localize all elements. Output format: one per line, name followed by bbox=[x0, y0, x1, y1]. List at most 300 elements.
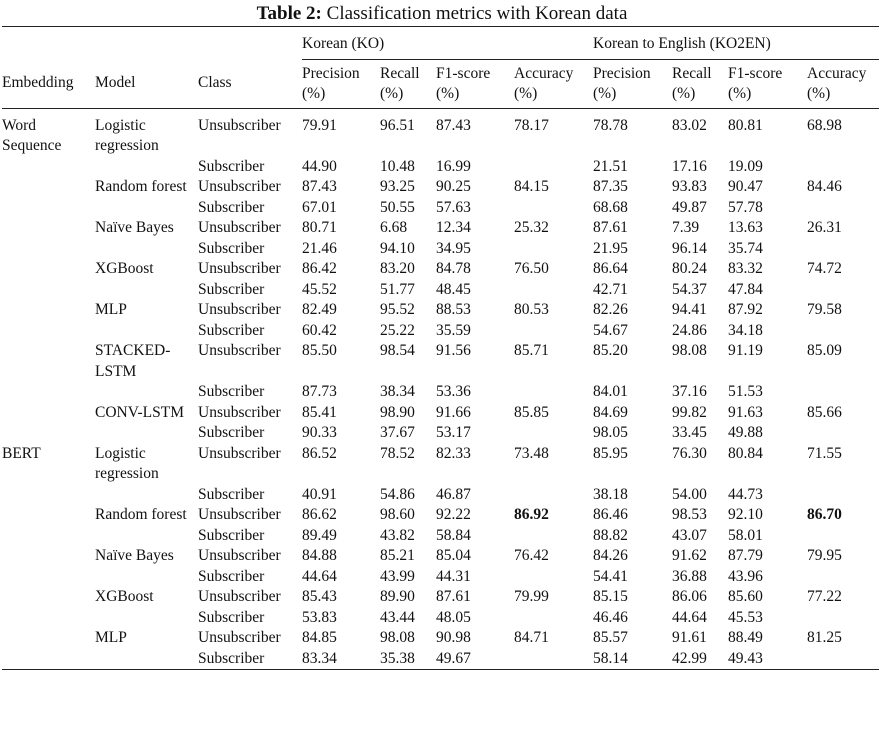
class-cell: Subscriber bbox=[198, 280, 265, 298]
ko-value-cell: 25.22 bbox=[380, 321, 415, 339]
model-cell bbox=[95, 321, 198, 342]
model-cell bbox=[95, 567, 198, 588]
ko-value-cell: 79.91 bbox=[302, 116, 337, 134]
metric-unit: (%) bbox=[436, 84, 460, 102]
ko2en-value-cell: 85.60 bbox=[728, 588, 763, 605]
ko-value-cell: 50.55 bbox=[380, 198, 415, 216]
col-header-metric bbox=[436, 59, 514, 108]
table-caption-text: Classification metrics with Korean data bbox=[326, 3, 628, 24]
table-row bbox=[2, 628, 879, 649]
ko-value-cell bbox=[514, 567, 593, 588]
table-row bbox=[2, 526, 879, 547]
ko-value-cell: 84.85 bbox=[302, 629, 337, 646]
ko-value-cell: 82.33 bbox=[436, 444, 471, 462]
col-header-metric bbox=[593, 59, 672, 108]
ko2en-value-cell: 33.45 bbox=[672, 424, 707, 441]
model-cell bbox=[95, 423, 198, 444]
ko-value-cell: 84.15 bbox=[514, 178, 549, 195]
embedding-cell bbox=[2, 300, 95, 321]
ko-value-cell: 73.48 bbox=[514, 444, 549, 462]
table-row bbox=[2, 239, 879, 260]
ko-value-cell: 67.01 bbox=[302, 198, 337, 216]
ko-value-cell: 86.52 bbox=[302, 444, 337, 462]
ko2en-value-cell: 13.63 bbox=[728, 219, 763, 236]
table-row bbox=[2, 608, 879, 629]
class-cell: Subscriber bbox=[198, 567, 265, 585]
ko2en-value-cell: 90.47 bbox=[728, 178, 763, 195]
ko-value-cell: 85.50 bbox=[302, 342, 337, 359]
ko-value-cell: 43.44 bbox=[380, 608, 415, 626]
ko2en-value-cell: 57.78 bbox=[728, 198, 763, 216]
ko2en-value-cell bbox=[807, 649, 879, 670]
embedding-cell bbox=[2, 280, 95, 301]
ko2en-value-cell: 44.73 bbox=[728, 485, 763, 503]
table-row bbox=[2, 259, 879, 280]
ko2en-value-cell: 49.88 bbox=[728, 424, 763, 441]
class-cell: Unsubscriber bbox=[198, 629, 281, 646]
ko-value-cell: 89.49 bbox=[302, 526, 337, 544]
col-header-metric bbox=[672, 59, 728, 108]
ko-value-cell: 43.82 bbox=[380, 526, 415, 544]
metric-name: Recall bbox=[380, 64, 420, 82]
ko2en-value-cell: 87.35 bbox=[593, 178, 628, 195]
ko2en-value-cell: 83.02 bbox=[672, 116, 707, 134]
model-cell bbox=[95, 198, 198, 219]
embedding-cell bbox=[2, 177, 95, 198]
ko2en-value-cell: 46.46 bbox=[593, 608, 628, 626]
ko2en-value-cell: 92.10 bbox=[728, 506, 763, 523]
ko-value-cell bbox=[514, 280, 593, 301]
table-row bbox=[2, 321, 879, 342]
ko-value-cell: 90.33 bbox=[302, 424, 337, 441]
ko2en-value-cell: 86.06 bbox=[672, 588, 707, 605]
ko-value-cell: 87.61 bbox=[436, 588, 471, 605]
ko2en-value-cell: 21.51 bbox=[593, 157, 628, 175]
ko-value-cell: 84.71 bbox=[514, 629, 549, 646]
metric-name: F1-score bbox=[728, 64, 783, 82]
ko2en-value-cell: 42.71 bbox=[593, 280, 628, 298]
ko2en-value-cell: 47.84 bbox=[728, 280, 763, 298]
col-header-metric bbox=[728, 59, 807, 108]
col-header-metric bbox=[807, 59, 879, 108]
class-cell: Subscriber bbox=[198, 383, 265, 400]
class-cell: Unsubscriber bbox=[198, 547, 281, 564]
ko2en-value-cell: 84.01 bbox=[593, 383, 628, 400]
ko-value-cell: 85.71 bbox=[514, 342, 549, 359]
table-row bbox=[2, 587, 879, 608]
metric-name: Recall bbox=[672, 64, 712, 82]
table-row bbox=[2, 546, 879, 567]
class-cell: Unsubscriber bbox=[198, 588, 281, 605]
table-row bbox=[2, 280, 879, 301]
ko2en-value-cell: 44.64 bbox=[672, 608, 707, 626]
ko2en-value-cell: 71.55 bbox=[807, 444, 842, 462]
ko2en-value-cell: 74.72 bbox=[807, 260, 842, 277]
ko2en-value-cell: 85.20 bbox=[593, 342, 628, 359]
model-cell bbox=[95, 649, 198, 670]
ko2en-value-cell: 7.39 bbox=[672, 219, 700, 236]
ko2en-value-cell: 82.26 bbox=[593, 301, 628, 318]
table-row bbox=[2, 108, 879, 157]
ko-value-cell bbox=[514, 526, 593, 547]
ko2en-value-cell: 80.24 bbox=[672, 260, 707, 277]
ko2en-value-cell: 86.70 bbox=[807, 506, 842, 523]
ko2en-value-cell bbox=[807, 526, 879, 547]
ko-value-cell: 78.52 bbox=[380, 444, 415, 462]
ko2en-value-cell: 51.53 bbox=[728, 383, 763, 400]
ko-value-cell: 53.17 bbox=[436, 424, 471, 441]
embedding-cell bbox=[2, 546, 95, 567]
embedding-cell bbox=[2, 608, 95, 629]
ko2en-value-cell: 91.19 bbox=[728, 342, 763, 359]
ko-value-cell: 6.68 bbox=[380, 219, 408, 236]
embedding-cell bbox=[2, 628, 95, 649]
class-cell: Subscriber bbox=[198, 321, 265, 339]
class-cell: Subscriber bbox=[198, 608, 265, 626]
embedding-cell bbox=[2, 198, 95, 219]
ko-value-cell: 48.45 bbox=[436, 280, 471, 298]
ko2en-value-cell: 84.46 bbox=[807, 178, 842, 195]
embedding-cell bbox=[2, 567, 95, 588]
metric-unit: (%) bbox=[728, 84, 752, 102]
ko-value-cell: 90.25 bbox=[436, 178, 471, 195]
ko-value-cell: 91.66 bbox=[436, 403, 471, 421]
metric-unit: (%) bbox=[302, 84, 326, 102]
ko-value-cell: 93.25 bbox=[380, 178, 415, 195]
ko-value-cell: 43.99 bbox=[380, 567, 415, 585]
table-row bbox=[2, 300, 879, 321]
ko-value-cell: 86.92 bbox=[514, 506, 549, 523]
table-row bbox=[2, 505, 879, 526]
ko-value-cell: 89.90 bbox=[380, 588, 415, 605]
ko-value-cell: 88.53 bbox=[436, 301, 471, 318]
model-cell: Random forest bbox=[95, 506, 187, 523]
ko-value-cell: 53.83 bbox=[302, 608, 337, 626]
ko-value-cell: 94.10 bbox=[380, 239, 415, 257]
ko-value-cell: 85.04 bbox=[436, 547, 471, 564]
ko-value-cell: 76.50 bbox=[514, 260, 549, 277]
ko-value-cell: 35.38 bbox=[380, 649, 415, 667]
table-row bbox=[2, 198, 879, 219]
ko2en-value-cell: 54.00 bbox=[672, 485, 707, 503]
ko2en-value-cell: 87.92 bbox=[728, 301, 763, 318]
ko-value-cell bbox=[514, 485, 593, 506]
ko-value-cell: 98.60 bbox=[380, 506, 415, 523]
ko2en-value-cell: 84.69 bbox=[593, 403, 628, 421]
ko-value-cell: 46.87 bbox=[436, 485, 471, 503]
ko-value-cell bbox=[514, 382, 593, 403]
model-cell: Naïve Bayes bbox=[95, 219, 174, 236]
class-cell: Unsubscriber bbox=[198, 178, 281, 195]
table-row bbox=[2, 382, 879, 403]
ko2en-value-cell: 84.26 bbox=[593, 547, 628, 564]
ko2en-value-cell bbox=[807, 608, 879, 629]
ko-value-cell: 78.17 bbox=[514, 116, 549, 134]
ko2en-value-cell: 34.18 bbox=[728, 321, 763, 339]
ko-value-cell bbox=[514, 157, 593, 178]
ko2en-value-cell bbox=[807, 423, 879, 444]
ko-value-cell: 92.22 bbox=[436, 506, 471, 523]
class-cell: Unsubscriber bbox=[198, 116, 281, 134]
ko-value-cell: 86.62 bbox=[302, 506, 337, 523]
ko2en-value-cell: 79.58 bbox=[807, 301, 842, 318]
ko2en-value-cell bbox=[807, 567, 879, 588]
ko2en-value-cell: 21.95 bbox=[593, 239, 628, 257]
model-cell bbox=[95, 382, 198, 403]
table-row bbox=[2, 649, 879, 670]
group-header-ko2en: Korean to English (KO2EN) bbox=[593, 27, 879, 60]
ko-value-cell: 87.43 bbox=[436, 116, 471, 134]
ko2en-value-cell: 80.84 bbox=[728, 444, 763, 462]
ko2en-value-cell: 96.14 bbox=[672, 239, 707, 257]
ko2en-value-cell: 78.78 bbox=[593, 116, 628, 134]
model-cell: MLP bbox=[95, 629, 127, 646]
ko-value-cell: 76.42 bbox=[514, 547, 549, 564]
model-cell: STACKED-LSTM bbox=[95, 342, 171, 380]
ko-value-cell: 91.56 bbox=[436, 342, 471, 359]
model-cell: CONV-LSTM bbox=[95, 403, 184, 421]
ko-value-cell: 87.43 bbox=[302, 178, 337, 195]
class-cell: Unsubscriber bbox=[198, 260, 281, 277]
ko-value-cell bbox=[514, 321, 593, 342]
ko2en-value-cell: 98.08 bbox=[672, 342, 707, 359]
model-cell: Logistic regression bbox=[95, 444, 159, 482]
embedding-cell bbox=[2, 649, 95, 670]
model-cell bbox=[95, 485, 198, 506]
ko2en-value-cell: 43.96 bbox=[728, 567, 763, 585]
col-header-metric bbox=[514, 59, 593, 108]
ko2en-value-cell: 19.09 bbox=[728, 157, 763, 175]
ko-value-cell bbox=[514, 239, 593, 260]
ko-value-cell: 54.86 bbox=[380, 485, 415, 503]
ko-value-cell: 80.53 bbox=[514, 301, 549, 318]
table-row bbox=[2, 444, 879, 485]
ko2en-value-cell bbox=[807, 321, 879, 342]
embedding-cell bbox=[2, 341, 95, 382]
metric-name: Accuracy bbox=[514, 64, 574, 82]
col-header-metric bbox=[302, 59, 380, 108]
metric-unit: (%) bbox=[593, 84, 617, 102]
model-cell bbox=[95, 280, 198, 301]
col-header-metric bbox=[380, 59, 436, 108]
ko2en-value-cell: 94.41 bbox=[672, 301, 707, 318]
ko-value-cell: 85.43 bbox=[302, 588, 337, 605]
metric-name: Accuracy bbox=[807, 64, 867, 82]
ko2en-value-cell: 45.53 bbox=[728, 608, 763, 626]
ko2en-value-cell: 77.22 bbox=[807, 588, 842, 605]
ko-value-cell: 87.73 bbox=[302, 383, 337, 400]
embedding-cell bbox=[2, 526, 95, 547]
embedding-cell bbox=[2, 218, 95, 239]
ko-value-cell: 25.32 bbox=[514, 219, 549, 236]
ko2en-value-cell: 80.81 bbox=[728, 116, 763, 134]
embedding-cell bbox=[2, 382, 95, 403]
ko2en-value-cell: 91.63 bbox=[728, 403, 763, 421]
table-row bbox=[2, 423, 879, 444]
ko2en-value-cell: 68.68 bbox=[593, 198, 628, 216]
ko2en-value-cell: 26.31 bbox=[807, 219, 842, 236]
ko-value-cell: 85.85 bbox=[514, 403, 549, 421]
ko-value-cell: 85.21 bbox=[380, 547, 415, 564]
model-cell bbox=[95, 239, 198, 260]
embedding-cell: BERT bbox=[2, 444, 41, 462]
ko2en-value-cell bbox=[807, 280, 879, 301]
ko2en-value-cell: 49.87 bbox=[672, 198, 707, 216]
metric-unit: (%) bbox=[514, 84, 538, 102]
embedding-cell bbox=[2, 423, 95, 444]
embedding-cell bbox=[2, 485, 95, 506]
ko-value-cell: 95.52 bbox=[380, 301, 415, 318]
ko-value-cell: 37.67 bbox=[380, 424, 415, 441]
class-cell: Subscriber bbox=[198, 526, 265, 544]
ko-value-cell: 83.34 bbox=[302, 649, 337, 667]
col-header-embedding: Embedding bbox=[2, 74, 74, 92]
ko-value-cell: 45.52 bbox=[302, 280, 337, 298]
ko2en-value-cell: 91.62 bbox=[672, 547, 707, 564]
ko2en-value-cell: 43.07 bbox=[672, 526, 707, 544]
ko2en-value-cell: 36.88 bbox=[672, 567, 707, 585]
ko2en-value-cell: 76.30 bbox=[672, 444, 707, 462]
model-cell: MLP bbox=[95, 301, 127, 318]
model-cell: Random forest bbox=[95, 178, 187, 195]
ko-value-cell: 44.31 bbox=[436, 567, 471, 585]
table-caption bbox=[0, 1, 884, 26]
metric-name: Precision bbox=[302, 64, 360, 82]
ko-value-cell: 96.51 bbox=[380, 116, 415, 134]
ko2en-value-cell: 49.43 bbox=[728, 649, 763, 667]
ko2en-value-cell: 68.98 bbox=[807, 116, 842, 134]
ko2en-value-cell: 98.53 bbox=[672, 506, 707, 523]
ko2en-value-cell: 99.82 bbox=[672, 403, 707, 421]
ko-value-cell: 84.88 bbox=[302, 547, 337, 564]
table-row bbox=[2, 218, 879, 239]
class-cell: Subscriber bbox=[198, 157, 265, 175]
header-metric-row bbox=[2, 59, 879, 108]
metric-unit: (%) bbox=[380, 84, 404, 102]
ko-value-cell: 34.95 bbox=[436, 239, 471, 257]
ko2en-value-cell: 93.83 bbox=[672, 178, 707, 195]
ko2en-value-cell: 37.16 bbox=[672, 383, 707, 400]
ko-value-cell: 44.64 bbox=[302, 567, 337, 585]
ko-value-cell: 10.48 bbox=[380, 157, 415, 175]
class-cell: Subscriber bbox=[198, 424, 265, 441]
ko-value-cell: 40.91 bbox=[302, 485, 337, 503]
ko-value-cell bbox=[514, 198, 593, 219]
table-row bbox=[2, 567, 879, 588]
ko2en-value-cell bbox=[807, 198, 879, 219]
embedding-cell: Word Sequence bbox=[2, 116, 62, 154]
metrics-table bbox=[2, 26, 879, 670]
ko2en-value-cell: 54.37 bbox=[672, 280, 707, 298]
ko-value-cell: 85.41 bbox=[302, 403, 337, 421]
ko-value-cell: 90.98 bbox=[436, 629, 471, 646]
embedding-cell bbox=[2, 157, 95, 178]
ko-value-cell: 12.34 bbox=[436, 219, 471, 236]
ko2en-value-cell: 81.25 bbox=[807, 629, 842, 646]
ko-value-cell: 58.84 bbox=[436, 526, 471, 544]
ko-value-cell: 16.99 bbox=[436, 157, 471, 175]
table-body bbox=[2, 108, 879, 670]
model-cell bbox=[95, 157, 198, 178]
table-row bbox=[2, 157, 879, 178]
ko-value-cell: 51.77 bbox=[380, 280, 415, 298]
header-group-row bbox=[2, 27, 879, 60]
ko2en-value-cell: 85.57 bbox=[593, 629, 628, 646]
ko2en-value-cell bbox=[807, 382, 879, 403]
ko2en-value-cell: 17.16 bbox=[672, 157, 707, 175]
ko2en-value-cell bbox=[807, 485, 879, 506]
table-row bbox=[2, 485, 879, 506]
embedding-cell bbox=[2, 505, 95, 526]
col-header-model: Model bbox=[95, 74, 136, 92]
class-cell: Subscriber bbox=[198, 649, 265, 667]
ko2en-value-cell: 98.05 bbox=[593, 424, 628, 441]
class-cell: Unsubscriber bbox=[198, 403, 281, 421]
ko2en-value-cell: 85.15 bbox=[593, 588, 628, 605]
ko2en-value-cell: 86.46 bbox=[593, 506, 628, 523]
ko2en-value-cell bbox=[807, 239, 879, 260]
ko2en-value-cell: 35.74 bbox=[728, 239, 763, 257]
class-cell: Unsubscriber bbox=[198, 301, 281, 318]
ko-value-cell bbox=[514, 649, 593, 670]
class-cell: Unsubscriber bbox=[198, 219, 281, 236]
ko2en-value-cell: 88.82 bbox=[593, 526, 628, 544]
class-cell: Subscriber bbox=[198, 239, 265, 257]
ko-value-cell: 35.59 bbox=[436, 321, 471, 339]
metric-unit: (%) bbox=[672, 84, 696, 102]
col-header-class: Class bbox=[198, 74, 232, 92]
embedding-cell bbox=[2, 403, 95, 424]
ko2en-value-cell: 83.32 bbox=[728, 260, 763, 277]
ko2en-value-cell bbox=[807, 157, 879, 178]
metric-name: F1-score bbox=[436, 64, 491, 82]
model-cell: XGBoost bbox=[95, 588, 154, 605]
ko2en-value-cell: 79.95 bbox=[807, 547, 842, 564]
ko2en-value-cell: 86.64 bbox=[593, 260, 628, 277]
ko-value-cell: 49.67 bbox=[436, 649, 471, 667]
ko-value-cell: 79.99 bbox=[514, 588, 549, 605]
ko-value-cell: 57.63 bbox=[436, 198, 471, 216]
ko-value-cell: 53.36 bbox=[436, 383, 471, 400]
ko-value-cell: 60.42 bbox=[302, 321, 337, 339]
metric-name: Precision bbox=[593, 64, 651, 82]
ko2en-value-cell: 42.99 bbox=[672, 649, 707, 667]
class-cell: Unsubscriber bbox=[198, 342, 281, 359]
model-cell: XGBoost bbox=[95, 260, 154, 277]
ko-value-cell: 80.71 bbox=[302, 219, 337, 236]
class-cell: Subscriber bbox=[198, 198, 265, 216]
embedding-cell bbox=[2, 239, 95, 260]
ko-value-cell: 98.90 bbox=[380, 403, 415, 421]
ko-value-cell: 21.46 bbox=[302, 239, 337, 257]
ko-value-cell: 98.54 bbox=[380, 342, 415, 359]
ko2en-value-cell: 54.41 bbox=[593, 567, 628, 585]
ko2en-value-cell: 88.49 bbox=[728, 629, 763, 646]
ko-value-cell: 86.42 bbox=[302, 260, 337, 277]
ko-value-cell: 82.49 bbox=[302, 301, 337, 318]
ko2en-value-cell: 85.66 bbox=[807, 403, 842, 421]
embedding-cell bbox=[2, 587, 95, 608]
class-cell: Unsubscriber bbox=[198, 444, 281, 462]
class-cell: Subscriber bbox=[198, 485, 265, 503]
model-cell: Naïve Bayes bbox=[95, 547, 174, 564]
ko2en-value-cell: 85.95 bbox=[593, 444, 628, 462]
table-row bbox=[2, 403, 879, 424]
model-cell bbox=[95, 608, 198, 629]
class-cell: Unsubscriber bbox=[198, 506, 281, 523]
ko-value-cell: 38.34 bbox=[380, 383, 415, 400]
ko-value-cell: 44.90 bbox=[302, 157, 337, 175]
